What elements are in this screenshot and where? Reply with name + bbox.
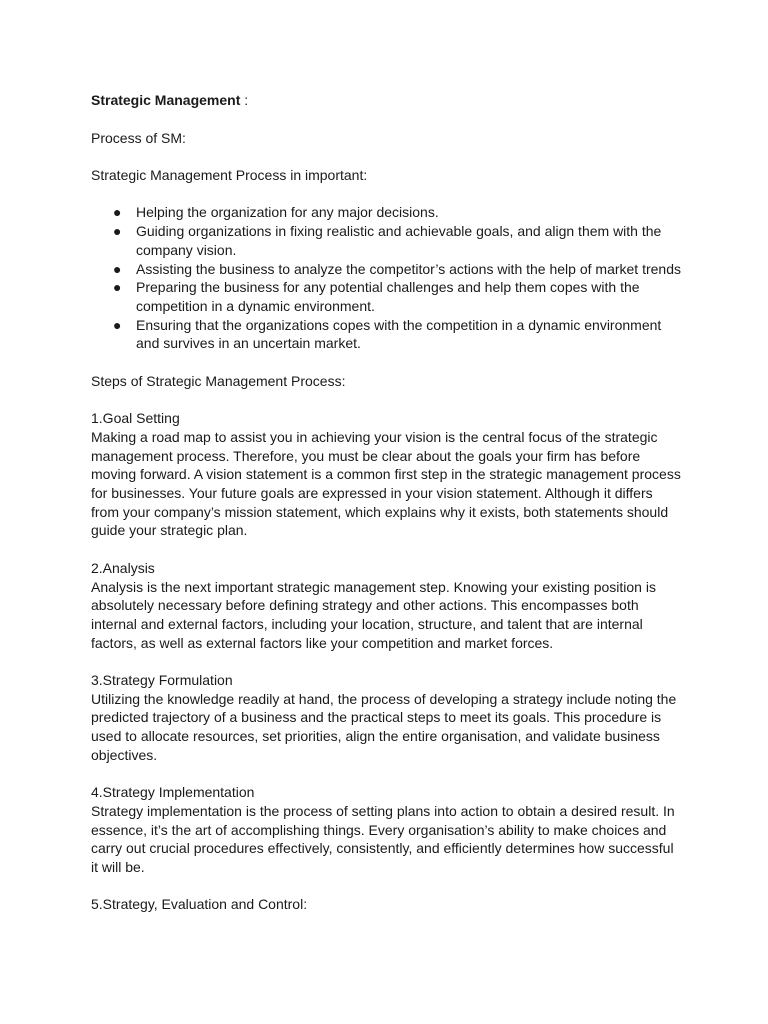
- step-heading: 2.Analysis: [91, 559, 155, 576]
- step-heading: 5.Strategy, Evaluation and Control:: [91, 896, 308, 913]
- list-item: [91, 316, 681, 353]
- step-body: Strategy implementation is the process of setting plans into action to obtain a desired result. In essence, it’s the art of accomplishing things. Every organisation’s ability to make choices and carry out crucial procedures effectively, consistently, and efficiently determines how successful it will be.: [91, 802, 675, 876]
- list-item: [91, 222, 681, 259]
- bullet-icon: ●: [113, 279, 122, 296]
- step-goal-setting: [91, 409, 681, 540]
- bullet-icon: ●: [113, 204, 122, 221]
- step-evaluation-control: [91, 895, 681, 914]
- list-item-text: Helping the organization for any major decisions.: [136, 204, 439, 221]
- importance-bullet-list: [91, 203, 681, 353]
- step-heading: 4.Strategy Implementation: [91, 784, 255, 801]
- step-body: Making a road map to assist you in achieving your vision is the central focus of the strategic management process. Therefore, you must be clear about the goals your firm has before moving forward. A vision statement is a common first step in the strategic management process for businesses. Your future goals are expressed in your vision statement. Although it differs from your company’s mission statement, which explains why it exists, both statements should guide your strategic plan.: [91, 428, 681, 539]
- list-item: [91, 203, 681, 222]
- importance-heading: Strategic Management Process in important:: [91, 167, 368, 184]
- step-body: Analysis is the next important strategic management step. Knowing your existing position is absolutely necessary before defining strategy and other actions. This encompasses both internal and external factors, including your location, structure, and talent that are internal factors, as well as external factors like your competition and market forces.: [91, 578, 656, 651]
- step-analysis: [91, 559, 681, 653]
- bullet-icon: ●: [113, 223, 122, 240]
- bullet-icon: ●: [113, 260, 122, 277]
- list-item-text: Guiding organizations in fixing realistic and achievable goals, and align them with the company vision.: [136, 223, 662, 258]
- list-item: [91, 260, 681, 279]
- title-strong: Strategic Management: [91, 92, 241, 108]
- steps-heading: Steps of Strategic Management Process:: [91, 372, 346, 389]
- step-heading: 3.Strategy Formulation: [91, 672, 233, 688]
- step-body: Utilizing the knowledge readily at hand, the process of developing a strategy include noting the predicted trajectory of a business and the practical steps to meet its goals. This procedure is used to allocate resources, set priorities, align the entire organisation, and validate business objectives.: [91, 690, 677, 763]
- list-item-text: Preparing the business for any potential challenges and help them copes with the competition in a dynamic environment.: [136, 279, 640, 314]
- document-page: [91, 91, 681, 933]
- title-suffix: :: [240, 92, 249, 108]
- document-title: [91, 91, 681, 110]
- step-heading: 1.Goal Setting: [91, 410, 180, 427]
- bullet-icon: ●: [113, 316, 122, 333]
- list-item: [91, 278, 681, 315]
- list-item-text: Ensuring that the organizations copes with the competition in a dynamic environment and survives in an uncertain market.: [136, 316, 662, 352]
- list-item-text: Assisting the business to analyze the competitor’s actions with the help of market trends: [136, 260, 681, 277]
- step-strategy-implementation: [91, 783, 681, 877]
- process-heading: Process of SM:: [91, 129, 186, 146]
- step-strategy-formulation: [91, 671, 681, 765]
